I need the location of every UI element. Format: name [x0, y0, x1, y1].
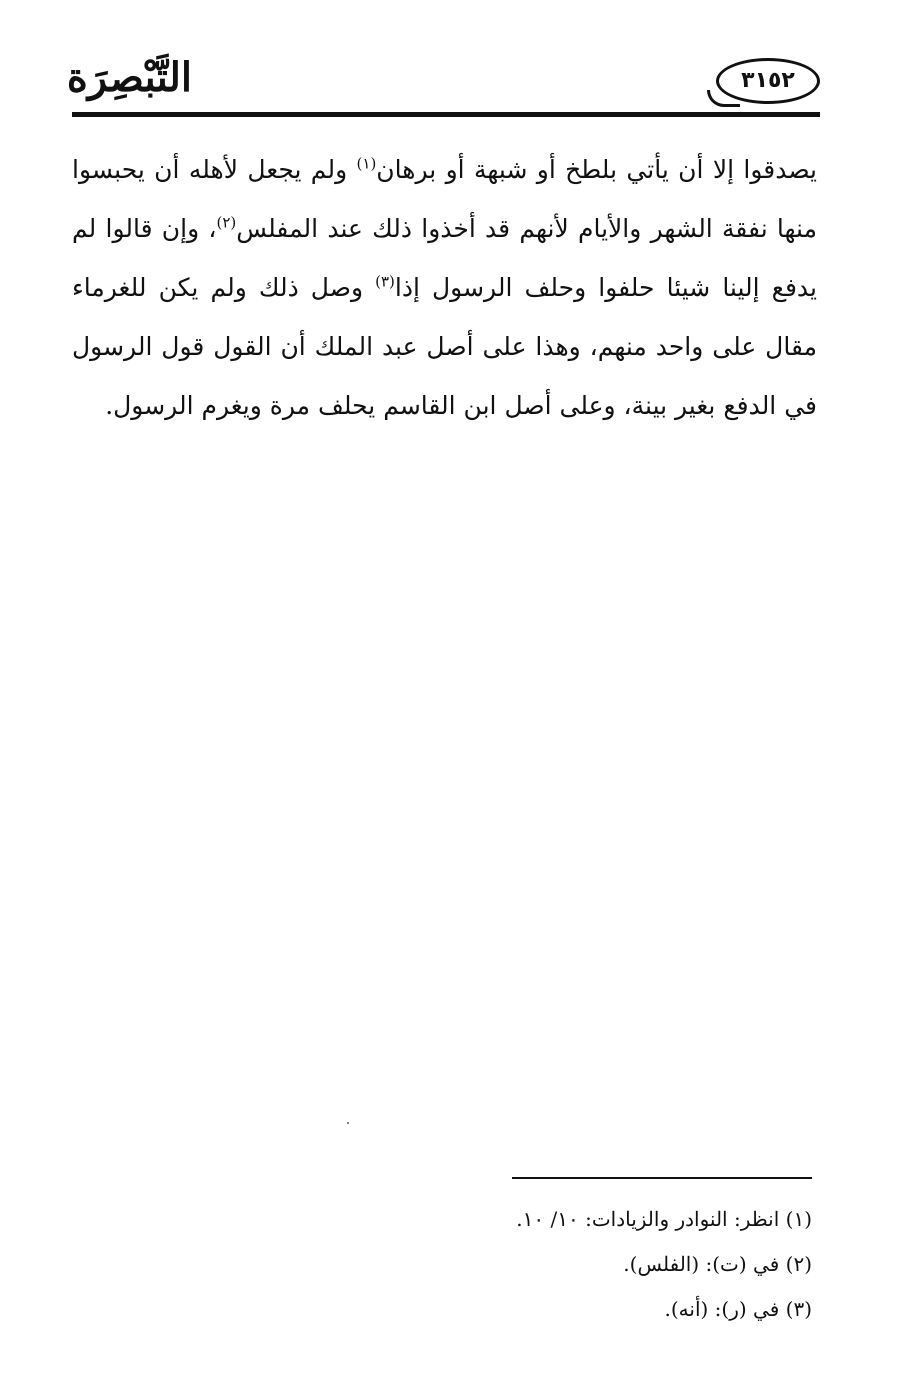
text-segment-4: وصل ذلك ولم يكن للغرماء مقال على واحد منهم، وهذا على أصل عبد الملك أن القول قول الرسول في الدفع بغير بينة، وعلى أصل ابن القاسم يحلف مرة ويغرم الرسول.: [72, 273, 817, 420]
page-number-badge: [716, 58, 820, 104]
footnote-1: (١) انظر: النوادر والزيادات: ١٠/ ١٠.: [516, 1207, 812, 1231]
header-rule: [72, 112, 820, 117]
paragraph: [72, 140, 817, 435]
page-speck: [347, 1122, 349, 1124]
footnote-separator: [512, 1177, 812, 1179]
footnotes: [392, 1197, 812, 1332]
text-segment-2: ولم يجعل لأهله أن يحبسوا منها نفقة الشهر والأيام لأنهم قد أخذوا ذلك عند المفلس: [72, 155, 817, 243]
running-title: التَّبْصِرَة: [66, 54, 192, 101]
main-text: [72, 140, 817, 435]
text-segment-3: ، وإن قالوا لم يدفع إلينا شيئا حلفوا وحلف الرسول إذا: [72, 214, 818, 302]
text-segment-1: يصدقوا إلا أن يأتي بلطخ أو شبهة أو برهان: [376, 155, 817, 184]
footnote-ref-2: (٢): [216, 213, 237, 232]
footnote-2: (٢) في (ت): (الفلس).: [623, 1252, 812, 1276]
page-number: ٣١٥٢: [741, 68, 795, 93]
footnote-ref-3: (٣): [375, 272, 395, 291]
page-header: [66, 50, 820, 116]
footnote-ref-1: (١): [356, 154, 377, 173]
footnote-3: (٣) في (ر): (أنه).: [664, 1297, 812, 1321]
